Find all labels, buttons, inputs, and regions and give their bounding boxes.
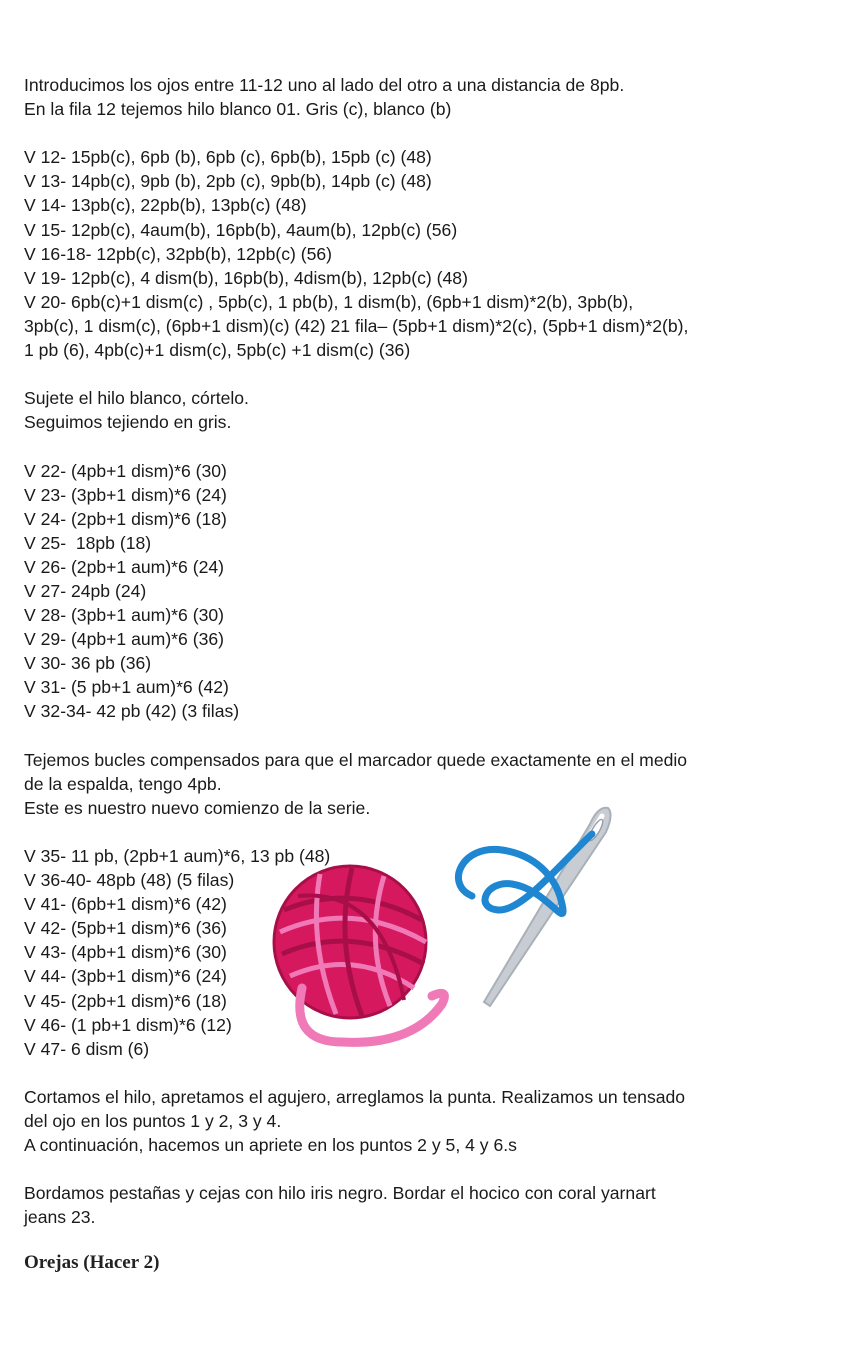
row-line: V 46- (1 pb+1 dism)*6 (12) bbox=[24, 1014, 232, 1035]
row-line: V 41- (6pb+1 dism)*6 (42) bbox=[24, 894, 227, 915]
row-line: V 28- (3pb+1 aum)*6 (30) bbox=[24, 605, 224, 626]
row-line: V 15- 12pb(c), 4aum(b), 16pb(b), 4aum(b), 12pb(c) (56) bbox=[24, 219, 458, 240]
row-line: V 31- (5 pb+1 aum)*6 (42) bbox=[24, 677, 229, 698]
note-line: de la espalda, tengo 4pb. bbox=[24, 773, 222, 794]
row-line: V 26- (2pb+1 aum)*6 (24) bbox=[24, 556, 224, 577]
row-line: V 35- 11 pb, (2pb+1 aum)*6, 13 pb (48) bbox=[24, 846, 331, 866]
spacer bbox=[24, 362, 824, 386]
row-line: V 24- (2pb+1 dism)*6 (18) bbox=[24, 508, 227, 529]
row-line: V 22- (4pb+1 dism)*6 (30) bbox=[24, 460, 227, 481]
spacer bbox=[24, 1157, 824, 1181]
spacer bbox=[24, 121, 824, 145]
row-line: V 43- (4pb+1 dism)*6 (30) bbox=[24, 942, 227, 963]
intro-line-1: Introducimos los ojos entre 11-12 uno al lado del otro a una distancia de 8pb. bbox=[24, 75, 625, 95]
row-line: V 30- 36 pb (36) bbox=[24, 653, 152, 674]
row-line: V 16-18- 12pb(c), 32pb(b), 12pb(c) (56) bbox=[24, 243, 333, 264]
row-line: 3pb(c), 1 dism(c), (6pb+1 dism)(c) (42) 21 fila– (5pb+1 dism)*2(c), (5pb+1 dism)*2(b), bbox=[24, 315, 689, 336]
row-line: V 42- (5pb+1 dism)*6 (36) bbox=[24, 918, 227, 939]
row-line: V 45- (2pb+1 dism)*6 (18) bbox=[24, 990, 227, 1011]
note-line: Seguimos tejiendo en gris. bbox=[24, 412, 232, 433]
row-line: V 12- 15pb(c), 6pb (b), 6pb (c), 6pb(b), 15pb (c) (48) bbox=[24, 147, 432, 168]
note-line: Sujete el hilo blanco, córtelo. bbox=[24, 388, 249, 409]
note-line: Cortamos el hilo, apretamos el agujero, arreglamos la punta. Realizamos un tensado bbox=[24, 1086, 686, 1107]
note-line: Bordamos pestañas y cejas con hilo iris negro. Bordar el hocico con coral yarnart bbox=[24, 1183, 656, 1204]
section-heading-orejas: Orejas (Hacer 2) bbox=[24, 1252, 160, 1273]
row-line: V 44- (3pb+1 dism)*6 (24) bbox=[24, 966, 227, 987]
spacer bbox=[24, 724, 824, 748]
yarn-ball-and-needle-icon bbox=[262, 792, 642, 1062]
row-line: V 29- (4pb+1 aum)*6 (36) bbox=[24, 629, 224, 650]
intro-line-2: En la fila 12 tejemos hilo blanco 01. Gris (c), blanco (b) bbox=[24, 99, 452, 120]
note-line: Este es nuestro nuevo comienzo de la serie. bbox=[24, 797, 371, 818]
row-line: V 20- 6pb(c)+1 dism(c) , 5pb(c), 1 pb(b), 1 dism(b), (6pb+1 dism)*2(b), 3pb(b), bbox=[24, 291, 634, 312]
note-line: del ojo en los puntos 1 y 2, 3 y 4. bbox=[24, 1111, 282, 1132]
row-line: V 47- 6 dism (6) bbox=[24, 1038, 150, 1059]
row-line: V 36-40- 48pb (48) (5 filas) bbox=[24, 870, 235, 891]
note-line: A continuación, hacemos un apriete en los puntos 2 y 5, 4 y 6.s bbox=[24, 1135, 517, 1156]
row-line: V 23- (3pb+1 dism)*6 (24) bbox=[24, 484, 227, 505]
row-line: V 25- 18pb (18) bbox=[24, 532, 152, 553]
row-line: V 19- 12pb(c), 4 dism(b), 16pb(b), 4dism(b), 12pb(c) (48) bbox=[24, 267, 468, 288]
spacer bbox=[24, 1061, 824, 1085]
row-line: V 13- 14pb(c), 9pb (b), 2pb (c), 9pb(b), 14pb (c) (48) bbox=[24, 171, 432, 192]
note-line: Tejemos bucles compensados para que el marcador quede exactamente en el medio bbox=[24, 749, 688, 770]
row-line: 1 pb (6), 4pb(c)+1 dism(c), 5pb(c) +1 dism(c) (36) bbox=[24, 340, 411, 361]
row-line: V 32-34- 42 pb (42) (3 filas) bbox=[24, 701, 240, 722]
row-line: V 27- 24pb (24) bbox=[24, 580, 147, 601]
row-line: V 14- 13pb(c), 22pb(b), 13pb(c) (48) bbox=[24, 195, 307, 216]
note-line: jeans 23. bbox=[24, 1207, 96, 1228]
spacer bbox=[24, 434, 824, 458]
